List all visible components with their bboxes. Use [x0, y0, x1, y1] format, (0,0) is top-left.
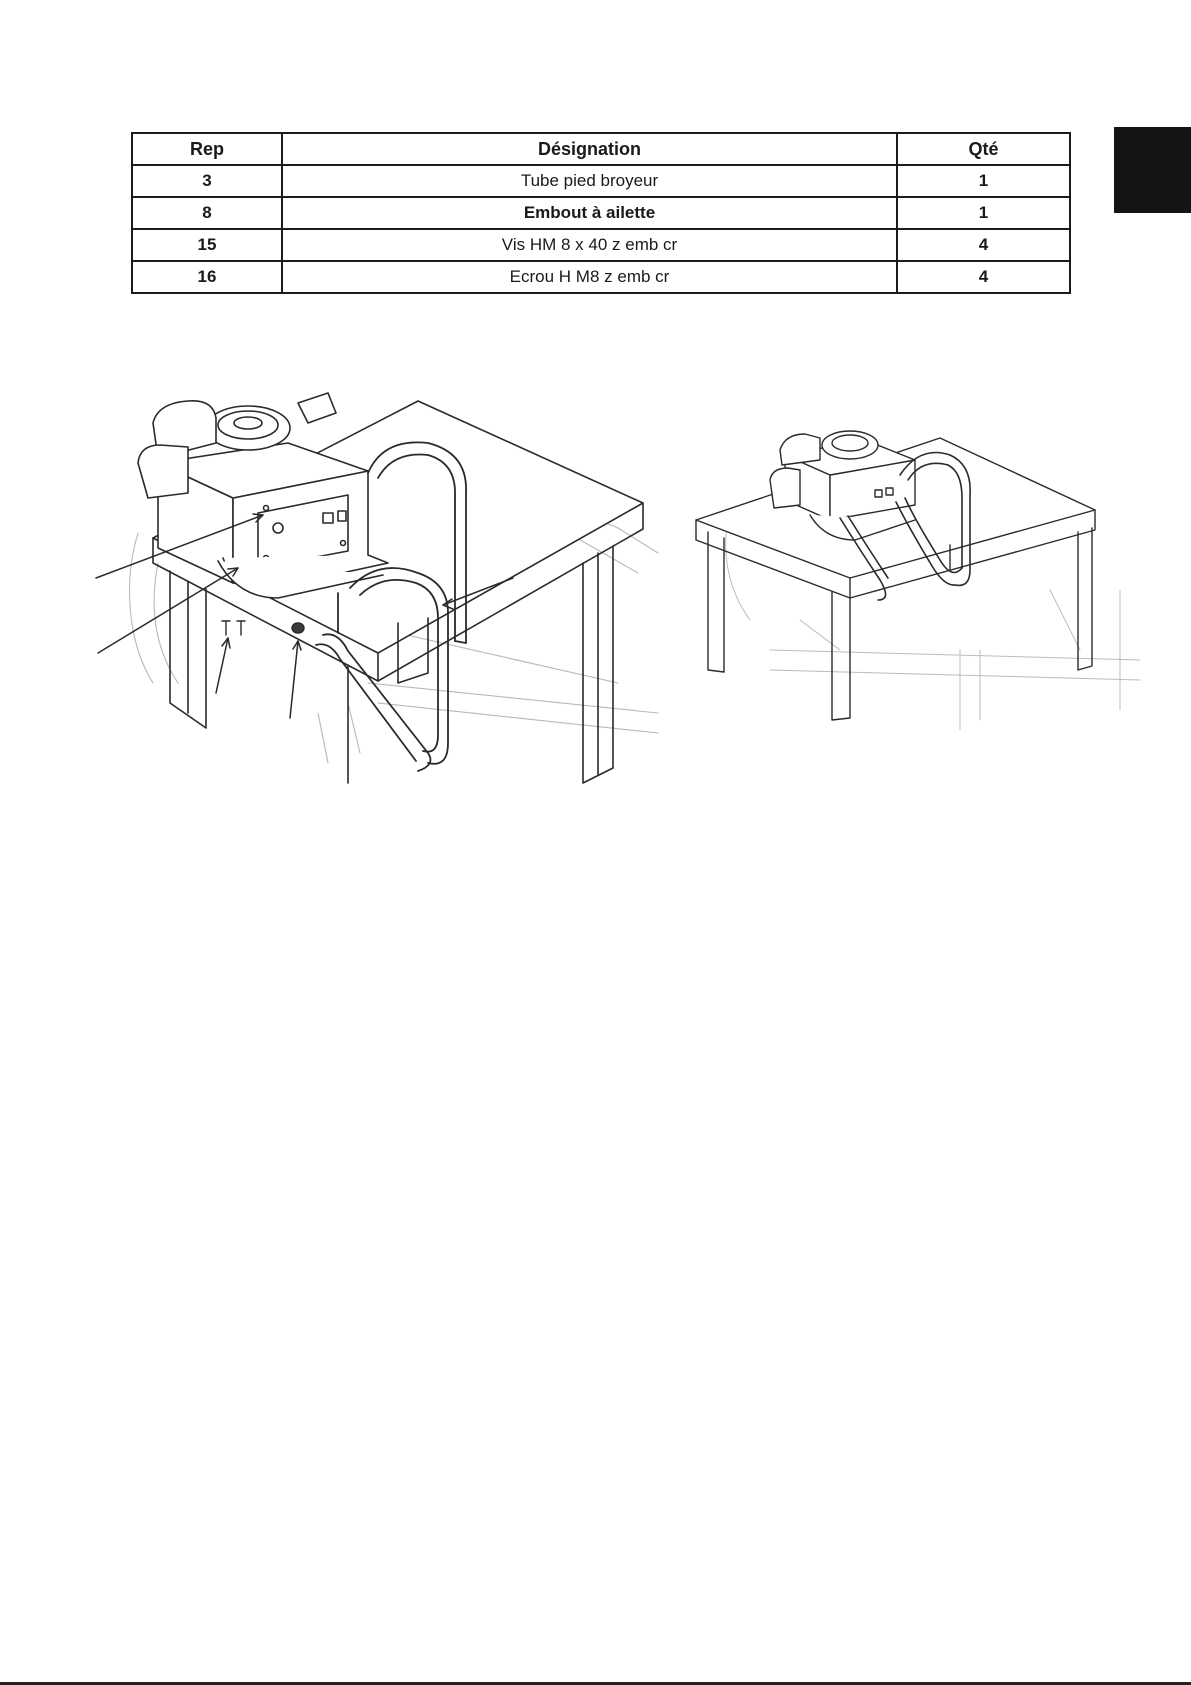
header-qty: Qté: [897, 133, 1070, 165]
table-leg-front: [832, 592, 850, 720]
row-qty: 1: [897, 165, 1070, 197]
row-rep: 15: [132, 229, 282, 261]
row-rep: 16: [132, 261, 282, 293]
table-row: [132, 261, 1070, 293]
engine-on-table-assembled-illustration: [700, 420, 1160, 760]
wing-cap: [292, 623, 304, 633]
row-qty: 4: [897, 229, 1070, 261]
section-tab-marker: [1114, 127, 1191, 213]
engine-on-table-assembly-illustration: [98, 383, 668, 823]
row-designation: Ecrou H M8 z emb cr: [282, 261, 897, 293]
table-header-row: [132, 133, 1070, 165]
row-rep: 8: [132, 197, 282, 229]
table-row: [132, 165, 1070, 197]
header-rep: Rep: [132, 133, 282, 165]
row-rep: 3: [132, 165, 282, 197]
row-designation: Tube pied broyeur: [282, 165, 897, 197]
row-qty: 1: [897, 197, 1070, 229]
table-leg-right: [1078, 528, 1092, 670]
row-qty: 4: [897, 261, 1070, 293]
parts-table: [131, 132, 1071, 294]
table-row: [132, 197, 1070, 229]
row-designation: Embout à ailette: [282, 197, 897, 229]
table-row: [132, 229, 1070, 261]
table-leg-left: [708, 532, 724, 672]
fasteners: [222, 621, 304, 635]
engine-body: [138, 393, 388, 598]
header-designation: Désignation: [282, 133, 897, 165]
row-designation: Vis HM 8 x 40 z emb cr: [282, 229, 897, 261]
